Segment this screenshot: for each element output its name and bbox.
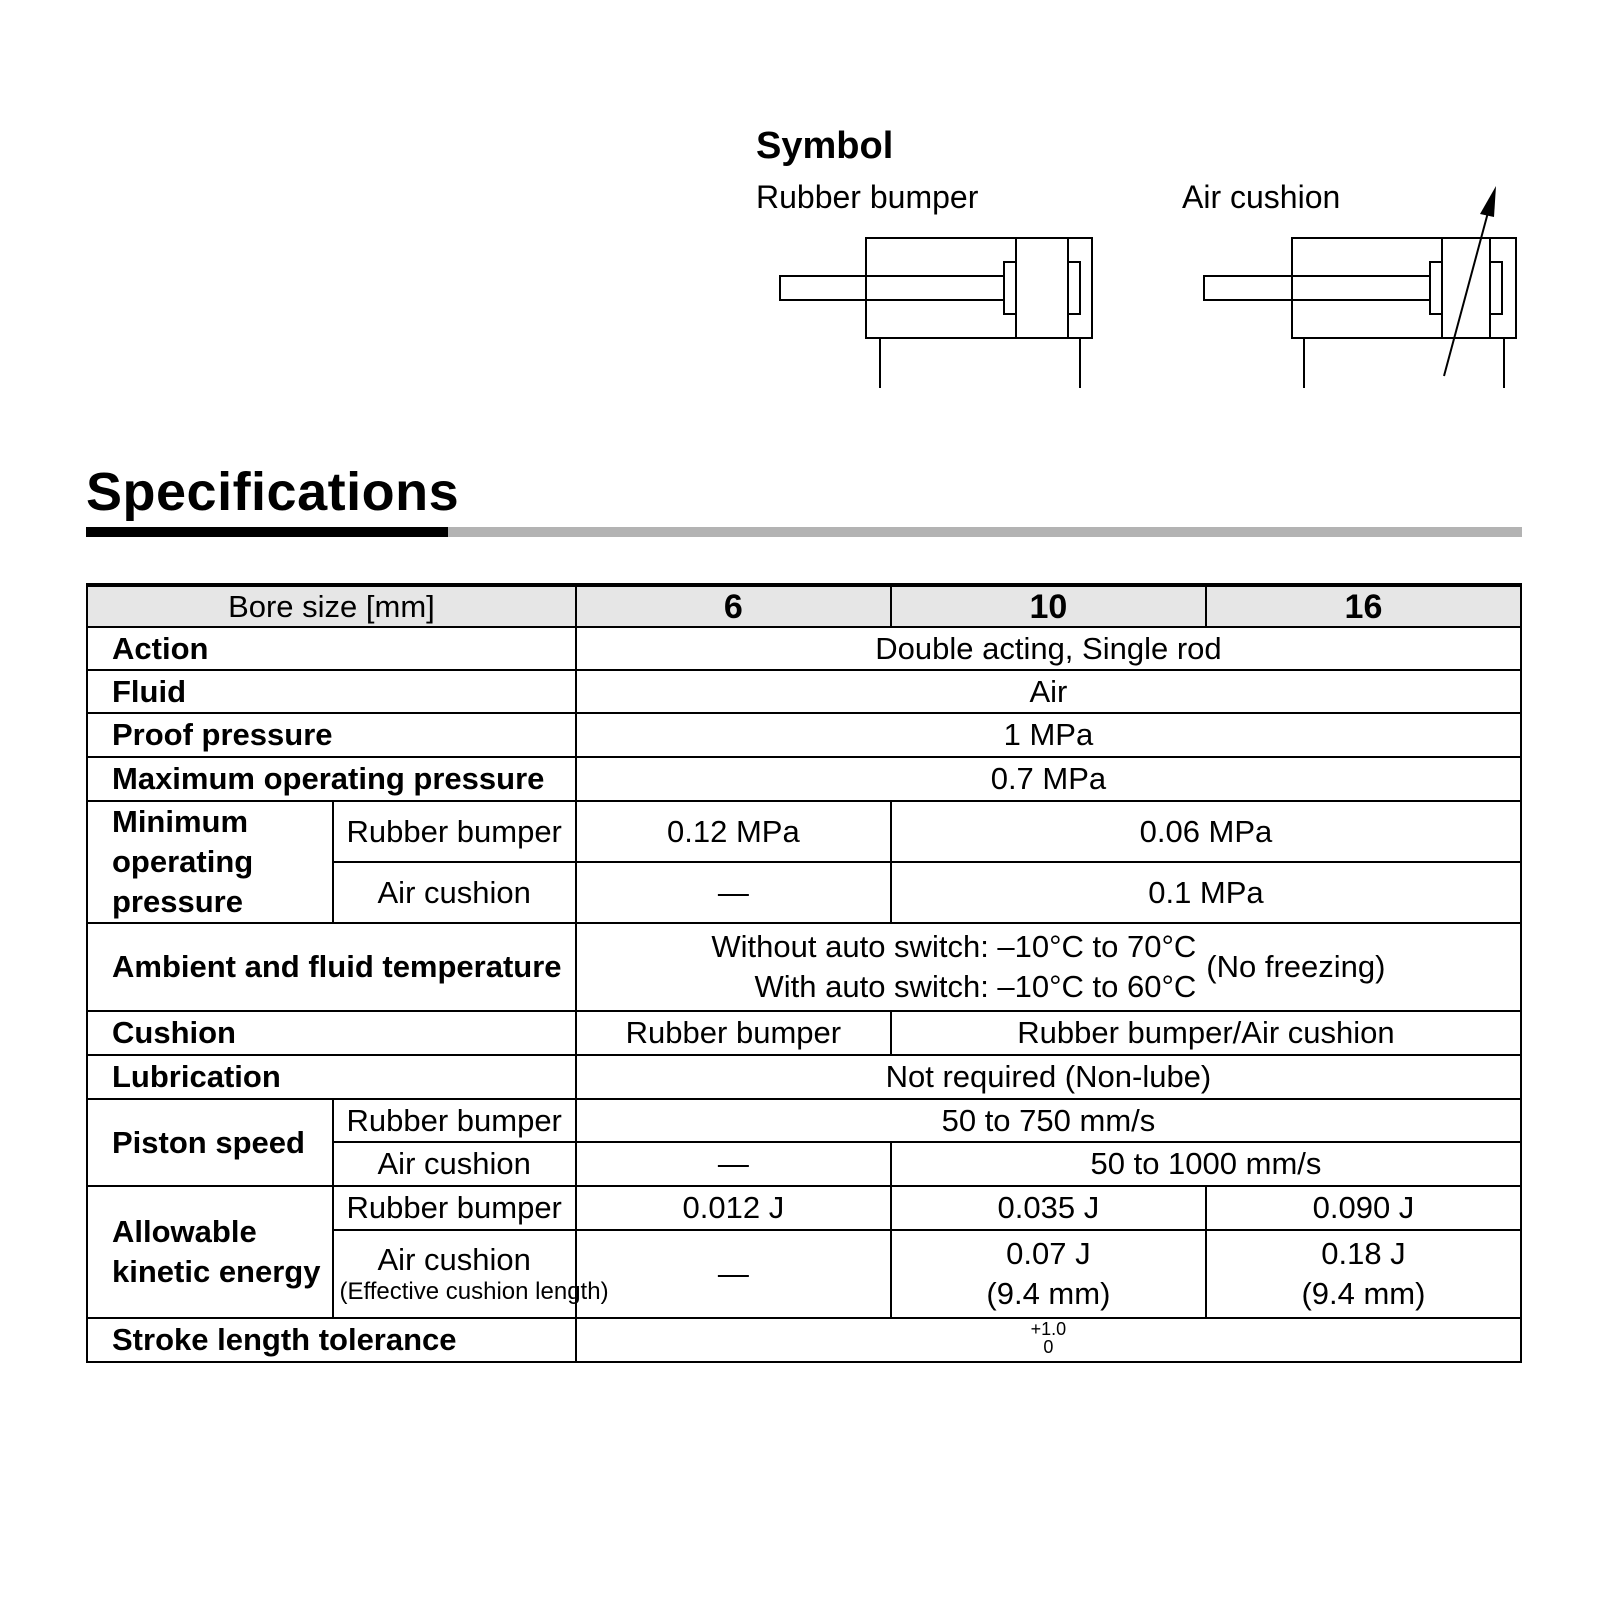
kinetic-air-bore-10-length: (9.4 mm) [986, 1276, 1111, 1311]
cushion-bore-10-16: Rubber bumper/Air cushion [891, 1011, 1521, 1055]
action-value: Double acting, Single rod [576, 627, 1521, 670]
kinetic-rubber-label: Rubber bumper [333, 1186, 576, 1230]
piston-speed-air-bore-10-16: 50 to 1000 mm/s [891, 1142, 1521, 1186]
lubrication-value: Not required (Non-lube) [576, 1055, 1521, 1099]
rb-end-cap [1016, 238, 1068, 338]
specifications-table [86, 583, 1522, 1363]
kinetic-air-bore-16-cell [1206, 1230, 1521, 1318]
table-row-max-operating-pressure [87, 757, 1521, 801]
kinetic-air-bore-10-cell [891, 1230, 1206, 1318]
table-row-lubrication [87, 1055, 1521, 1099]
rubber-bumper-cylinder-symbol [780, 238, 1092, 388]
table-row-cushion [87, 1011, 1521, 1055]
kinetic-air-bore-6: — [576, 1230, 891, 1318]
ac-piston-rod [1204, 276, 1430, 300]
table-row-action [87, 627, 1521, 670]
temperature-value [576, 923, 1521, 1011]
max-operating-pressure-value: 0.7 MPa [576, 757, 1521, 801]
kinetic-air-bore-16: 0.18 J [1321, 1236, 1406, 1271]
piston-speed-label: Piston speed [87, 1099, 333, 1186]
bore-size-header: Bore size [mm] [87, 585, 576, 627]
kinetic-air-label-cell [333, 1230, 609, 1318]
temperature-note: (No freezing) [1206, 949, 1386, 984]
stroke-tolerance-label: Stroke length tolerance [87, 1318, 576, 1362]
kinetic-rubber-bore-6: 0.012 J [576, 1186, 891, 1230]
piston-speed-rubber-value: 50 to 750 mm/s [576, 1099, 1521, 1142]
table-row-proof-pressure [87, 713, 1521, 757]
stroke-tolerance-upper: +1.0 [1030, 1318, 1067, 1339]
ac-cylinder-body [1292, 238, 1516, 338]
piston-speed-air-bore-6: — [576, 1142, 891, 1186]
rb-piston-rod [780, 276, 1004, 300]
table-row-fluid [87, 670, 1521, 713]
proof-pressure-value: 1 MPa [576, 713, 1521, 757]
kinetic-rubber-bore-10: 0.035 J [891, 1186, 1206, 1230]
cylinder-symbols [0, 0, 1600, 420]
fluid-label: Fluid [87, 670, 576, 713]
table-row-temperature [87, 923, 1521, 1011]
ac-end-cap [1442, 238, 1490, 338]
min-pressure-air-label: Air cushion [333, 862, 576, 923]
symbol-title: Symbol [756, 125, 894, 167]
kinetic-rubber-bore-16: 0.090 J [1206, 1186, 1521, 1230]
action-label: Action [87, 627, 576, 670]
fluid-value: Air [576, 670, 1521, 713]
stroke-tolerance-lower: 0 [1043, 1336, 1054, 1357]
table-row-piston-speed-rubber [87, 1099, 1521, 1142]
rb-cylinder-body [866, 238, 1092, 338]
cushion-bore-6: Rubber bumper [576, 1011, 891, 1055]
ac-adjust-arrow-shaft [1444, 205, 1490, 376]
heading-rule-black [86, 527, 448, 537]
temperature-without-switch: Without auto switch: –10°C to 70°C [711, 929, 1197, 964]
min-pressure-rubber-bore-10-16: 0.06 MPa [891, 801, 1521, 862]
bore-10-header: 10 [891, 585, 1206, 627]
lubrication-label: Lubrication [87, 1055, 576, 1099]
table-row-stroke-tolerance [87, 1318, 1521, 1362]
heading-rule-gray [448, 527, 1522, 537]
table-row-kinetic-rubber [87, 1186, 1521, 1230]
kinetic-air-note: (Effective cushion length) [339, 1278, 609, 1305]
cushion-label: Cushion [87, 1011, 576, 1055]
min-pressure-air-bore-6: — [576, 862, 891, 923]
bore-16-header: 16 [1206, 585, 1521, 627]
ac-piston-head [1430, 262, 1442, 314]
specifications-title: Specifications [86, 462, 460, 522]
proof-pressure-label: Proof pressure [87, 713, 576, 757]
min-pressure-rubber-bore-6: 0.12 MPa [576, 801, 891, 862]
piston-speed-air-label: Air cushion [333, 1142, 576, 1186]
temperature-label: Ambient and fluid temperature [87, 923, 576, 1011]
max-operating-pressure-label: Maximum operating pressure [87, 757, 576, 801]
ac-adjust-arrow-head [1480, 186, 1496, 217]
air-cushion-cylinder-symbol [1204, 186, 1516, 388]
piston-speed-rubber-label: Rubber bumper [333, 1099, 576, 1142]
min-pressure-air-bore-10-16: 0.1 MPa [891, 862, 1521, 923]
temperature-with-switch: With auto switch: –10°C to 60°C [754, 969, 1197, 1004]
kinetic-energy-label: Allowable kinetic energy [87, 1186, 333, 1318]
rb-piston-head [1004, 262, 1016, 314]
kinetic-air-label: Air cushion [377, 1242, 531, 1277]
kinetic-air-bore-16-length: (9.4 mm) [1301, 1276, 1426, 1311]
min-pressure-rubber-label: Rubber bumper [333, 801, 576, 862]
air-cushion-symbol-label: Air cushion [1182, 179, 1341, 215]
min-operating-pressure-label: Minimum operating pressure [87, 801, 333, 923]
ac-cushion [1490, 262, 1502, 314]
bore-6-header: 6 [576, 585, 891, 627]
rubber-bumper-symbol-label: Rubber bumper [756, 179, 979, 215]
table-row-min-pressure-rubber [87, 801, 1521, 862]
rb-bumper [1068, 262, 1080, 314]
stroke-tolerance-value [576, 1318, 1521, 1362]
table-header-row [87, 585, 1521, 627]
kinetic-air-bore-10: 0.07 J [1006, 1236, 1091, 1271]
